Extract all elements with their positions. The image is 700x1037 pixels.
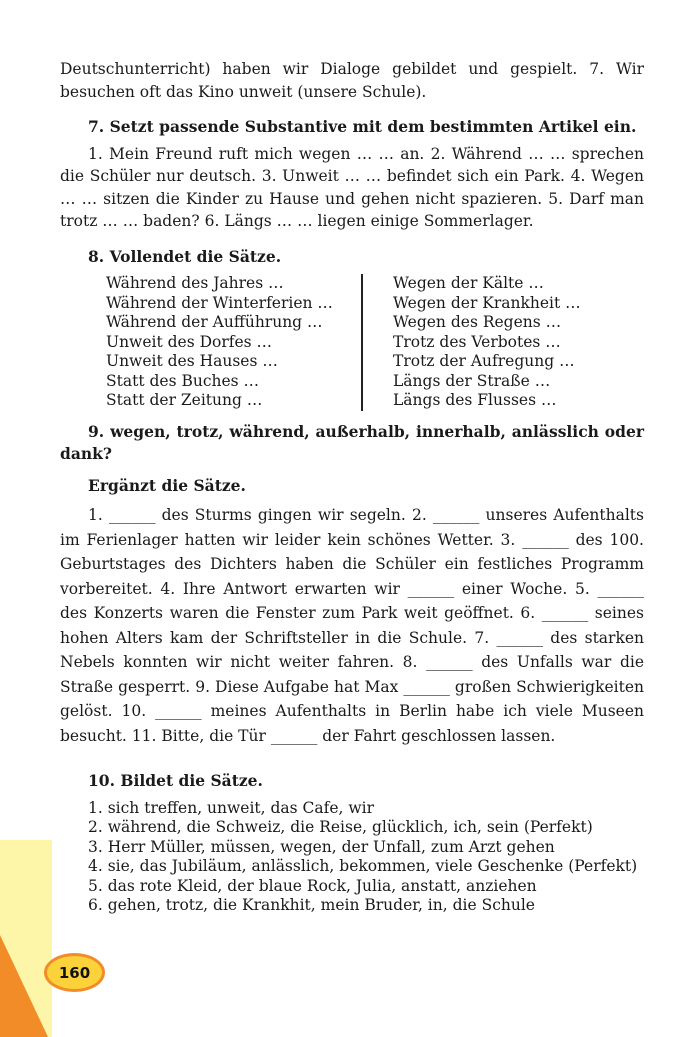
exercise-10-title: 10. Bildet die Sätze. (88, 771, 263, 790)
exercise-8-title: 8. Vollendet die Sätze. (88, 246, 282, 266)
page-content (60, 58, 644, 916)
exercise-9-subtitle: Ergänzt die Sätze. (88, 475, 246, 495)
list-item: Statt des Buches … (106, 371, 260, 390)
list-item: Unweit des Dorfes … (106, 332, 273, 351)
list-item: 1. sich treffen, unweit, das Cafe, wir (88, 798, 375, 817)
list-item: Unweit des Hauses … (106, 352, 278, 370)
intro-paragraph: Deutschunterricht) haben wir Dialoge gebildet und gespielt. 7. Wir besuchen oft das Kino unweit (unsere Schule). (60, 60, 644, 101)
exercise-8-right-column (393, 274, 581, 411)
exercise-9-text: 1. ______ des Sturms gingen wir segeln. 2. ______ unseres Aufenthalts im Ferienlager hatten wir leider kein schönes Wetter. 3. ______ des 100. Geburtstages des Dichters haben die Schüler ein festliches Programm vorbereitet. 4. Ihre Antwort erwarten wir ______ einer Woche. 5. ______ des Konzerts waren die Fenster zum Park weit geöffnet. 6. ______ seines hohen Alters kam der Schriftsteller in die Schule. 7. ______ des starken Nebels konnten wir nicht weiter fahren. 8. ______ des Unfalls war die Straße gesperrt. 9. Diese Aufgabe hat Max ______ großen Schwierigkeiten gelöst. 10. ______ meines Aufenthalts in Berlin habe ich viele Museen besucht. 11. Bitte, die Tür ______ der Fahrt geschlossen lassen. (60, 506, 644, 745)
page-edge-accent (0, 935, 48, 1037)
list-item: 4. sie, das Jubiläum, anlässlich, bekommen, viele Geschenke (Perfekt) (88, 857, 638, 875)
exercise-9-title: 9. wegen, trotz, während, außerhalb, innerhalb, anlässlich oder dank? (60, 421, 644, 463)
list-item: 3. Herr Müller, müssen, wegen, der Unfall, zum Arzt gehen (88, 837, 555, 856)
list-item: Wegen der Kälte … (393, 274, 544, 292)
list-item: Trotz des Verbotes … (393, 332, 561, 351)
list-item: 2. während, die Schweiz, die Reise, glücklich, ich, sein (Perfekt) (88, 818, 593, 836)
page-number: 160 (44, 953, 105, 992)
column-divider (361, 274, 363, 411)
list-item: Während der Winterferien … (106, 293, 333, 312)
list-item: Während des Jahres … (106, 274, 284, 292)
list-item: Wegen der Krankheit … (393, 293, 581, 312)
exercise-7-title: 7. Setzt passende Substantive mit dem bestimmten Artikel ein. (88, 117, 637, 136)
list-item: Trotz der Aufregung … (393, 352, 575, 370)
list-item: Wegen des Regens … (393, 313, 562, 331)
list-item: Während der Aufführung … (106, 313, 323, 331)
list-item: Längs der Straße … (393, 371, 551, 390)
exercise-10-list (88, 799, 644, 916)
exercise-8-columns (106, 274, 644, 411)
exercise-9-body (60, 503, 644, 748)
exercise-8-left-column (106, 274, 361, 411)
exercise-7-text: 1. Mein Freund ruft mich wegen … … an. 2. Während … … sprechen die Schüler nur deutsch. 3. Unweit … … befindet sich ein Park. 4. Wegen … … sitzen die Kinder zu Hause und gehen nicht spazieren. 5. Darf man trotz … … baden? 6. Längs … … liegen einige Sommerlager. (60, 144, 644, 230)
list-item: 5. das rote Kleid, der blaue Rock, Julia, anstatt, anziehen (88, 876, 537, 895)
list-item: Statt der Zeitung … (106, 391, 263, 409)
list-item: Längs des Flusses … (393, 391, 557, 409)
list-item: 6. gehen, trotz, die Krankhit, mein Bruder, in, die Schule (88, 896, 535, 914)
